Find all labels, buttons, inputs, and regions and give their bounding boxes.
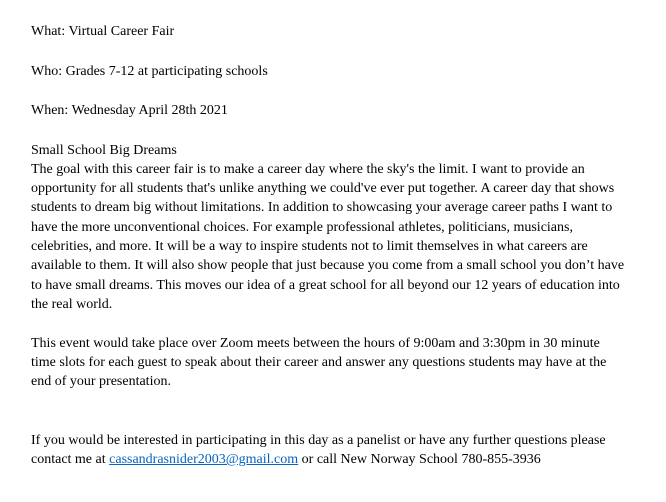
description-line: opportunity for all students that's unlike anything we could've ever put together. A career day that shows (31, 181, 615, 196)
email-link[interactable]: cassandrasnider2003@gmail.com (109, 452, 299, 467)
contact-line-with-email (31, 450, 541, 469)
description-line: The goal with this career fair is to make a career day where the sky's the limit. I want to provide an (31, 162, 585, 177)
who-line: Who: Grades 7-12 at participating schools (31, 64, 268, 79)
description-line: the real world. (31, 297, 113, 312)
description-line: to have small dreams. This moves our idea of a great school for all beyond our 12 years of education into (31, 278, 620, 293)
event-line: This event would take place over Zoom meets between the hours of 9:00am and 3:30pm in 30 minute (31, 336, 600, 351)
contact-suffix: or call New Norway School 780-855-3936 (298, 452, 541, 467)
what-line: What: Virtual Career Fair (31, 24, 175, 39)
event-line: time slots for each guest to speak about their career and answer any questions students may have at the (31, 355, 607, 370)
section-title: Small School Big Dreams (31, 143, 177, 158)
contact-prefix: contact me at (31, 452, 110, 467)
contact-line: If you would be interested in participating in this day as a panelist or have any further questions please (31, 433, 606, 448)
description-line: have the more unconventional choices. For example professional athletes, politicians, musicians, (31, 220, 573, 235)
description-line: available to them. It will also show people that just because you come from a small school you don’t have (31, 258, 625, 273)
description-line: celebrities, and more. It will be a way to inspire students not to limit themselves in what careers are (31, 239, 588, 254)
description-line: students to dream big without limitations. In addition to showcasing your average career paths I want to (31, 200, 613, 215)
when-line: When: Wednesday April 28th 2021 (31, 103, 228, 118)
event-line: end of your presentation. (31, 374, 171, 389)
